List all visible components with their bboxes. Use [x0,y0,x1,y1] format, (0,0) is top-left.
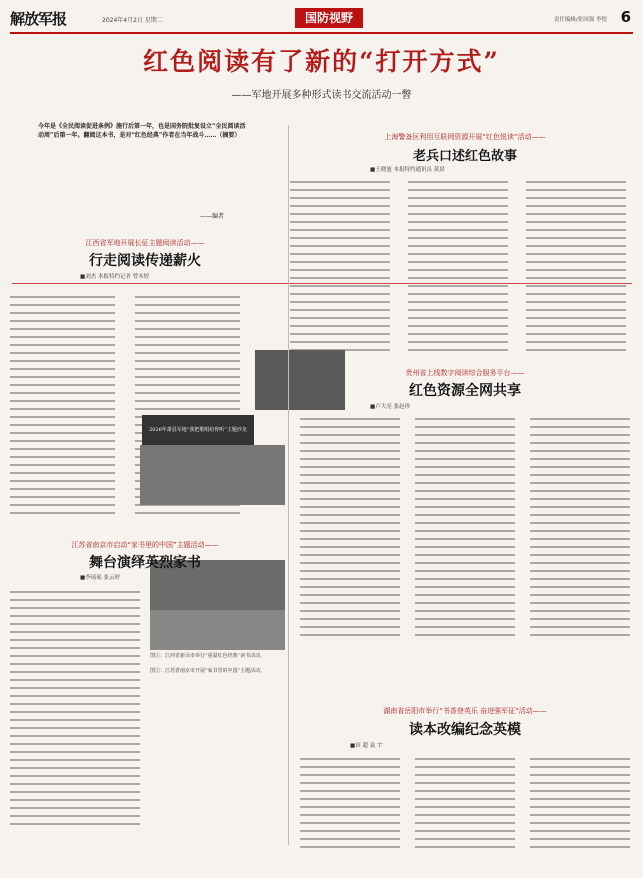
headline: 红色阅读有了新的“打开方式” [143,47,500,76]
section-title: 国防视野 [295,8,363,28]
article-byline: ■卢大亮 张赵珍 [370,404,410,410]
photo [140,445,285,505]
banner-text: 2026年萧县军地“我把歌唱给你听”主题沙龙 [149,427,247,433]
body-text-lines [290,175,635,365]
article-title: 读本改编纪念英模 [409,722,521,738]
newspaper-logo: 解放军报 [10,10,67,28]
column-divider [288,125,289,845]
article-byline: ■田 超 袁 宇 [350,743,383,749]
body-text-lines [300,752,630,862]
article-title: 红色资源全网共享 [409,383,521,399]
article-byline: ■李瑶瑶 张云婷 [80,575,120,581]
article-kicker: 江西省军地开展长征主题阅读活动—— [85,239,205,247]
article-kicker: 贵州省上线数字阅读综合服务平台—— [405,369,525,377]
lead-author: ——编者 [200,213,225,220]
body-text-lines [10,585,145,845]
editors-credit: 责任编辑/张国强 李悦 [553,17,607,23]
photo-caption: 图②：江苏省南京市开展“家书里的中国”主题活动。 [150,668,266,674]
article-kicker: 上海警备区利用互联网资源开展“红色悦读”活动—— [384,133,546,141]
article-body [300,752,630,862]
article-title: 舞台演绎英烈家书 [89,555,201,571]
divider [12,283,632,284]
article-title: 老兵口述红色故事 [412,149,517,164]
article-body [10,585,145,845]
photo-banner [142,415,254,445]
lead-paragraph: 今年是《全民阅读促进条例》施行后第一年，也是国务院批复设立“全民阅读活动周”后第一年。翻阅这本书，是对“红色经典”作者在当年战斗……（摘要） [38,123,246,139]
photo-caption: 图①：江西省新余市举行“重温红色经典”读书活动。 [150,653,266,659]
article-kicker: 湖南省岳阳市举行“书香登英乐 奋进强军征”活动—— [383,707,547,715]
article-body [290,175,635,365]
issue-date: 2024年4月2日 星期二 [102,17,163,24]
photo [150,610,285,650]
article-byline: ■王晓旭 本报特约通讯员 黄晨 [370,167,445,173]
subheadline: ——军地开展多种形式读书交流活动一瞥 [231,90,412,101]
article-title: 行走阅读传递薪火 [89,253,201,269]
article-body [300,412,630,652]
article-kicker: 江苏省南京市启动“家书里的中国”主题活动—— [71,541,219,549]
page-number: 6 [620,8,631,26]
article-byline: ■刘杰 本报特约记者 曾本婷 [80,274,150,280]
body-text-lines [300,412,630,652]
masthead [10,6,633,34]
